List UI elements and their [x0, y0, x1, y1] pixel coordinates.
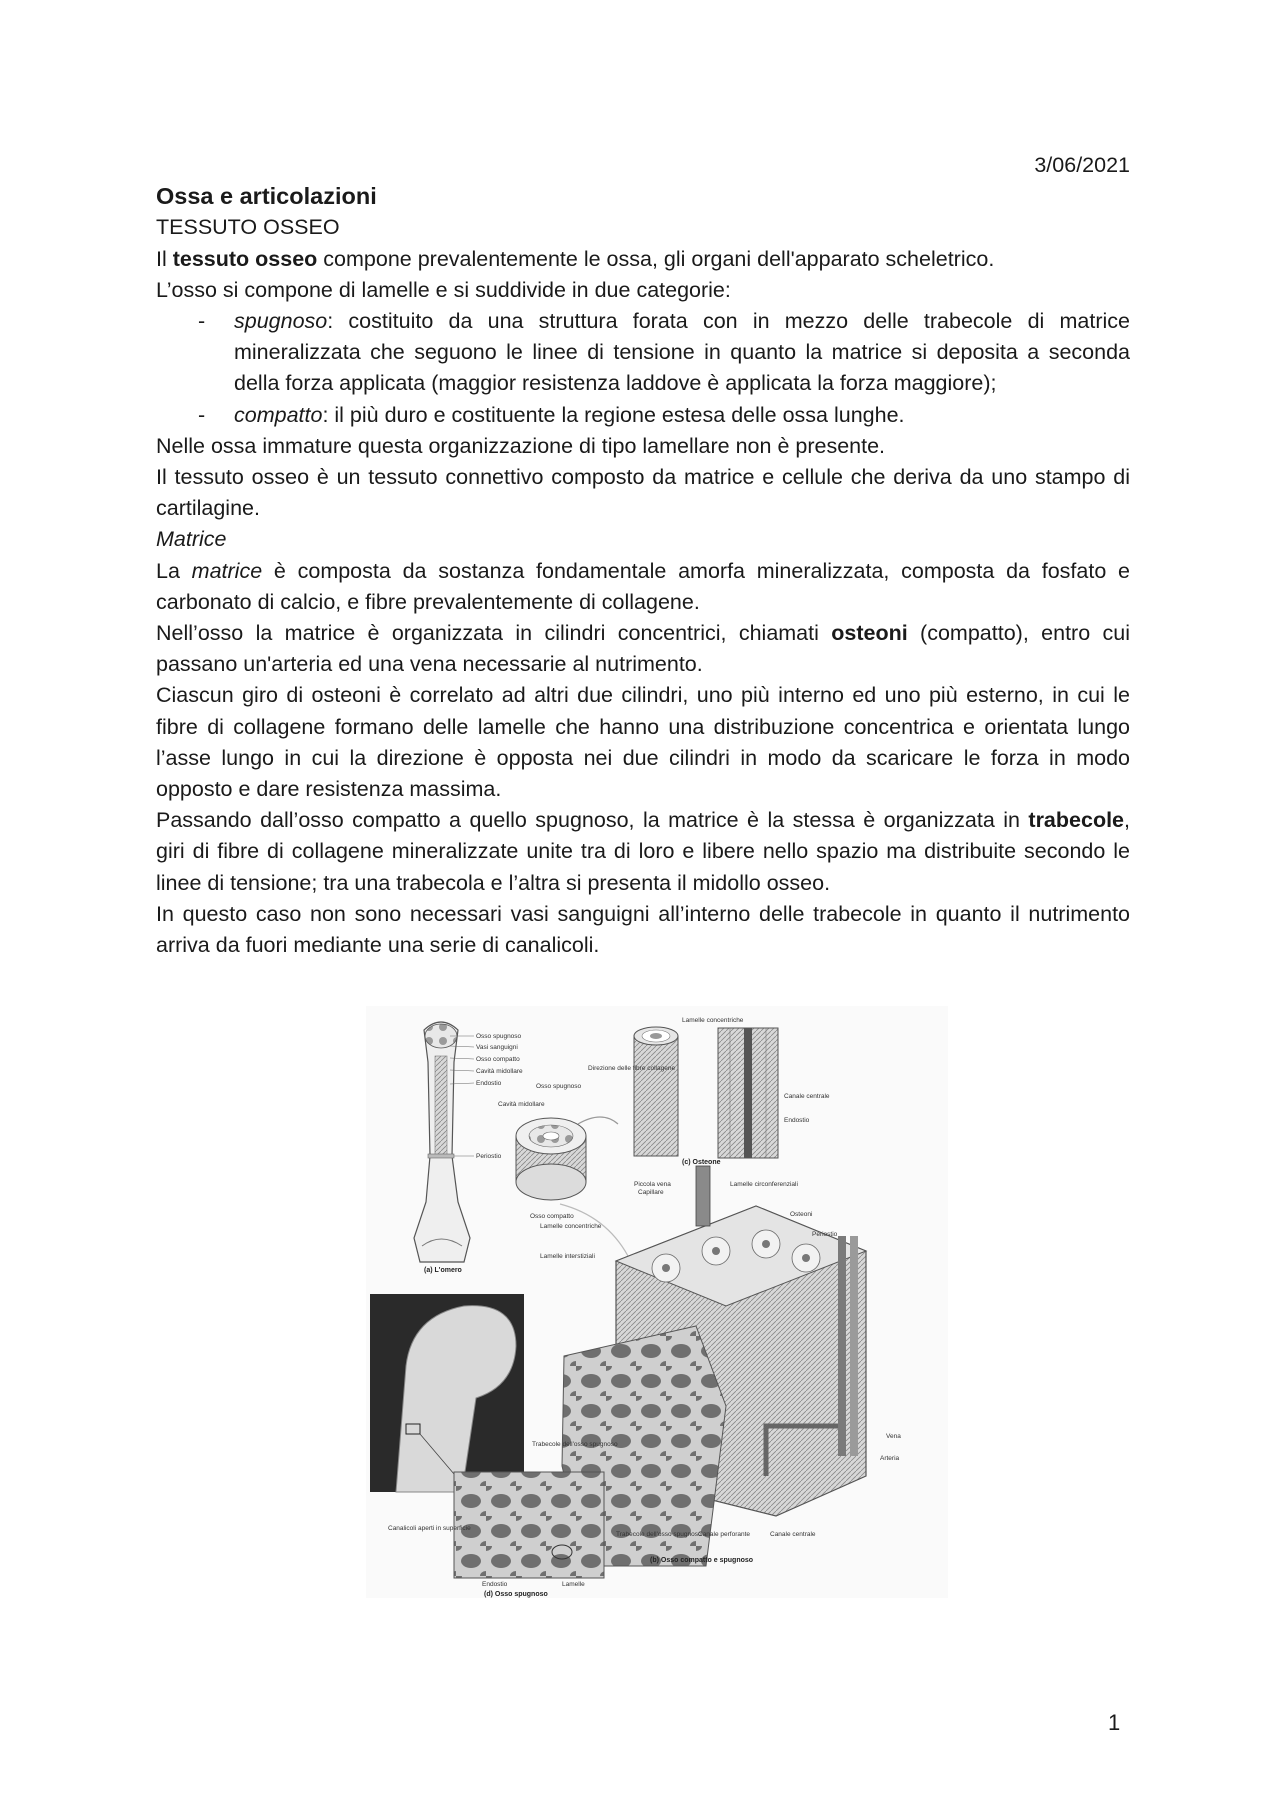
- document-body: [156, 150, 1130, 961]
- caption-osteone: (c) Osteone: [682, 1159, 721, 1166]
- label-endostio-top: Endostio: [476, 1080, 502, 1087]
- caption-omero: (a) L'omero: [424, 1267, 462, 1274]
- label-lamelle-concentriche-c: Lamelle concentriche: [682, 1017, 744, 1024]
- document-title: Ossa e articolazioni: [156, 183, 377, 210]
- subheading-matrice: Matrice: [156, 527, 227, 552]
- label-canalicoli: Canalicoli aperti in superficie: [388, 1525, 471, 1532]
- humerus-illustration: [414, 1022, 470, 1262]
- bold-term: trabecole: [1028, 808, 1125, 833]
- label-periostio-b: Periostio: [812, 1231, 838, 1238]
- label-osso-spugnoso-mid: Osso spugnoso: [536, 1083, 582, 1090]
- paragraph-immature: Nelle ossa immature questa organizzazione di tipo lamellare non è presente.: [156, 433, 886, 458]
- femur-photo: [370, 1294, 524, 1492]
- category-list: [156, 306, 1130, 431]
- document-date: 3/06/2021: [1034, 153, 1130, 177]
- label-vena: Vena: [886, 1433, 901, 1440]
- label-endostio-c: Endostio: [784, 1117, 810, 1124]
- label-trabecole-d: Trabecole dell'osso spugnoso: [532, 1441, 618, 1448]
- label-vasi-sanguigni: Vasi sanguigni: [476, 1044, 518, 1051]
- label-lamelle-interstiziali: Lamelle interstiziali: [540, 1253, 595, 1260]
- page-number: 1: [1108, 1710, 1121, 1735]
- label-osso-compatto-mid: Osso compatto: [530, 1213, 574, 1220]
- connector-arrow: [560, 1204, 628, 1256]
- paragraph-vasi: In questo caso non sono necessari vasi sanguigni all’interno delle trabecole in quanto il nutrimento arriva da fuori mediante una serie di canalicoli.: [156, 901, 1130, 958]
- paragraph-connettivo: Il tessuto osseo è un tessuto connettivo composto da matrice e cellule che deriva da uno stampo di cartilagine.: [156, 465, 1130, 521]
- label-lamelle-circonferenziali: Lamelle circonferenziali: [730, 1181, 798, 1188]
- bone-anatomy-illustration: [366, 1006, 948, 1598]
- bold-term: osteoni: [831, 621, 908, 646]
- paragraph-matrice: La matrice è composta da sostanza fondamentale amorfa mineralizzata, composta da fosfato e carbonato di calcio, e fibre prevalentemente di collagene.: [156, 558, 1131, 614]
- label-lamelle-concentriche-b: Lamelle concentriche: [540, 1223, 602, 1230]
- italic-term: spugnoso: [234, 309, 328, 334]
- bold-term: tessuto osseo: [172, 246, 318, 271]
- label-cavita-midollare-mid: Cavità midollare: [498, 1101, 545, 1108]
- caption-osso-spugnoso-d: (d) Osso spugnoso: [484, 1591, 548, 1598]
- list-item: - compatto: il più duro e costituente la regione estesa delle ossa lunghe.: [156, 400, 1130, 431]
- paragraph-trabecole: Passando dall’osso compatto a quello spugnoso, la matrice è la stessa è organizzata in trabecole, giri di fibre di collagene mineralizzate unite tra di loro e libere nello spazio ma distribuite secondo le linee di tensione; tra una trabecola e l’altra si presenta il midollo osseo.: [156, 808, 1130, 895]
- paragraph-intro: Il tessuto osseo compone prevalentemente le ossa, gli organi dell'apparato scheletrico.: [156, 246, 995, 271]
- list-item: - spugnoso: costituito da una struttura forata con in mezzo delle trabecole di matrice mineralizzata che seguono le linee di tensione in quanto la matrice si deposita a seconda della forza applicata (maggior resistenza laddove è applicata la forza maggiore);: [156, 306, 1130, 400]
- label-osso-spugnoso-top: Osso spugnoso: [476, 1033, 522, 1040]
- label-endostio-d: Endostio: [482, 1581, 508, 1588]
- label-periostio-a: Periostio: [476, 1153, 502, 1160]
- label-canale-centrale-b: Canale centrale: [770, 1531, 816, 1538]
- label-osso-compatto-top: Osso compatto: [476, 1056, 520, 1063]
- bone-anatomy-figure: [366, 1006, 948, 1598]
- label-capillare: Capillare: [638, 1189, 664, 1196]
- italic-term: compatto: [234, 402, 323, 427]
- osteon-illustration: [634, 1027, 778, 1158]
- label-canale-centrale-c: Canale centrale: [784, 1093, 830, 1100]
- label-piccola-vena: Piccola vena: [634, 1181, 671, 1188]
- bone-cross-section: [516, 1117, 618, 1200]
- label-lamelle-d: Lamelle: [562, 1581, 585, 1588]
- caption-osso-compatto-spugnoso: (b) Osso compatto e spugnoso: [650, 1557, 754, 1564]
- trabecular-zoom: [454, 1472, 604, 1578]
- paragraph-lead: L’osso si compone di lamelle e si suddivide in due categorie:: [156, 277, 731, 302]
- label-arteria: Arteria: [880, 1455, 900, 1462]
- compact-spongy-block: [562, 1166, 866, 1566]
- italic-term: matrice: [191, 558, 263, 583]
- label-cavita-midollare: Cavità midollare: [476, 1068, 523, 1075]
- label-trabecole-b: Trabecole dell'osso spugnoso: [616, 1531, 702, 1538]
- label-direzione-fibre: Direzione delle fibre collagene: [588, 1065, 676, 1072]
- label-canale-perforante: Canale perforante: [698, 1531, 751, 1538]
- paragraph-osteoni: Nell’osso la matrice è organizzata in cilindri concentrici, chiamati osteoni (compatto), entro cui passano un'arteria ed una vena necessarie al nutrimento.: [156, 621, 1130, 677]
- section-heading: TESSUTO OSSEO: [156, 215, 340, 240]
- paragraph-giro: Ciascun giro di osteoni è correlato ad altri due cilindri, uno più interno ed uno più esterno, in cui le fibre di collagene formano delle lamelle che hanno una distribuzione concentrica e orientata lungo l’asse lungo in cui la direzione è opposta nei due cilindri in modo da scaricare le forza in modo opposto e dare resistenza massima.: [156, 683, 1130, 802]
- label-osteoni: Osteoni: [790, 1211, 813, 1218]
